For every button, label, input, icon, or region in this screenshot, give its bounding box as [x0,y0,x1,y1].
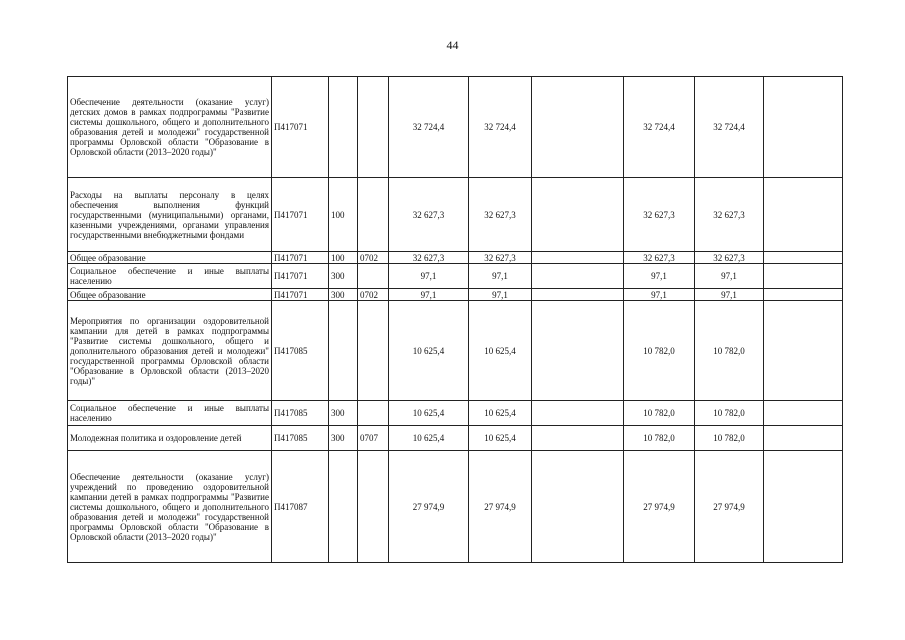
target-article-code: П417071 [272,264,329,289]
amount-cell: 97,1 [695,264,764,289]
amount-cell: 27 974,9 [695,451,764,563]
table-row [68,451,843,563]
row-description: Молодежная политика и оздоровление детей [68,426,272,451]
amount-cell [532,77,624,178]
row-description: Социальное обеспечение и иные выплаты населению [68,401,272,426]
amount-cell: 97,1 [389,289,469,301]
amount-cell: 97,1 [469,289,532,301]
amount-cell [764,289,843,301]
expense-type-code [329,301,358,401]
amount-cell [764,401,843,426]
amount-cell: 32 724,4 [624,77,695,178]
target-article-code: П417085 [272,426,329,451]
section-code [358,178,389,252]
row-description: Расходы на выплаты персоналу в целях обеспечения выполнения функций государственными (муниципальными) органами, казенными учреждениями, органами управления государственными внебюджетными фондами [68,178,272,252]
row-description: Обеспечение деятельности (оказание услуг) учреждений по проведению оздоровительной кампании детей в рамках подпрограммы "Развитие системы дошкольного, общего и дополнительного образования детей и молодежи" государственной программы Орловской области "Образование в Орловской области (2013–2020 годы)" [68,451,272,563]
table-row [68,289,843,301]
expense-type-code: 100 [329,252,358,264]
row-description: Социальное обеспечение и иные выплаты населению [68,264,272,289]
amount-cell [764,301,843,401]
amount-cell [532,451,624,563]
row-description: Общее образование [68,289,272,301]
amount-cell [764,426,843,451]
row-description: Мероприятия по организации оздоровительной кампании для детей в рамках подпрограммы "Развитие системы дошкольного, общего и дополнительного образования детей и молодежи" государственной программы Орловской области "Образование в Орловской области (2013–2020 годы)" [68,301,272,401]
amount-cell [532,301,624,401]
table-row [68,77,843,178]
amount-cell: 32 627,3 [695,178,764,252]
expense-type-code: 300 [329,289,358,301]
amount-cell: 32 627,3 [695,252,764,264]
amount-cell: 32 724,4 [469,77,532,178]
amount-cell [532,264,624,289]
amount-cell [764,264,843,289]
expense-type-code: 300 [329,401,358,426]
amount-cell: 97,1 [624,264,695,289]
expense-type-code [329,451,358,563]
page-number: 44 [446,38,459,52]
section-code: 0702 [358,289,389,301]
expense-type-code: 300 [329,264,358,289]
table-row [68,301,843,401]
row-description: Обеспечение деятельности (оказание услуг) детских домов в рамках подпрограммы "Развитие системы дошкольного, общего и дополнительного образования детей и молодежи" государственной программы Орловской области "Образование в Орловской области (2013–2020 годы)" [68,77,272,178]
amount-cell [532,401,624,426]
amount-cell [532,252,624,264]
section-code: 0702 [358,252,389,264]
amount-cell: 10 782,0 [695,426,764,451]
amount-cell: 97,1 [389,264,469,289]
amount-cell: 32 724,4 [389,77,469,178]
target-article-code: П417071 [272,77,329,178]
expense-type-code: 300 [329,426,358,451]
amount-cell: 10 782,0 [624,401,695,426]
expense-type-code [329,77,358,178]
amount-cell: 32 627,3 [469,252,532,264]
amount-cell: 10 782,0 [695,301,764,401]
section-code [358,451,389,563]
target-article-code: П417071 [272,178,329,252]
amount-cell: 10 782,0 [624,426,695,451]
target-article-code: П417071 [272,252,329,264]
row-description: Общее образование [68,252,272,264]
expense-type-code: 100 [329,178,358,252]
section-code [358,401,389,426]
section-code [358,77,389,178]
table-row [68,252,843,264]
table-row [68,178,843,252]
amount-cell: 10 625,4 [469,401,532,426]
amount-cell: 97,1 [469,264,532,289]
amount-cell: 32 724,4 [695,77,764,178]
amount-cell: 32 627,3 [624,178,695,252]
amount-cell: 97,1 [695,289,764,301]
amount-cell [764,252,843,264]
amount-cell: 32 627,3 [624,252,695,264]
amount-cell: 27 974,9 [624,451,695,563]
amount-cell: 32 627,3 [389,252,469,264]
amount-cell [764,451,843,563]
amount-cell [764,178,843,252]
amount-cell [532,178,624,252]
section-code [358,264,389,289]
budget-table [67,76,843,563]
amount-cell [532,426,624,451]
section-code [358,301,389,401]
amount-cell [764,77,843,178]
target-article-code: П417087 [272,451,329,563]
target-article-code: П417085 [272,401,329,426]
amount-cell [532,289,624,301]
amount-cell: 10 625,4 [469,301,532,401]
amount-cell: 32 627,3 [389,178,469,252]
amount-cell: 27 974,9 [389,451,469,563]
table-row [68,264,843,289]
amount-cell: 10 625,4 [389,301,469,401]
section-code: 0707 [358,426,389,451]
amount-cell: 10 782,0 [624,301,695,401]
amount-cell: 32 627,3 [469,178,532,252]
amount-cell: 27 974,9 [469,451,532,563]
amount-cell: 10 625,4 [389,426,469,451]
table-row [68,401,843,426]
amount-cell: 97,1 [624,289,695,301]
target-article-code: П417085 [272,301,329,401]
amount-cell: 10 625,4 [469,426,532,451]
table-row [68,426,843,451]
target-article-code: П417071 [272,289,329,301]
amount-cell: 10 625,4 [389,401,469,426]
amount-cell: 10 782,0 [695,401,764,426]
